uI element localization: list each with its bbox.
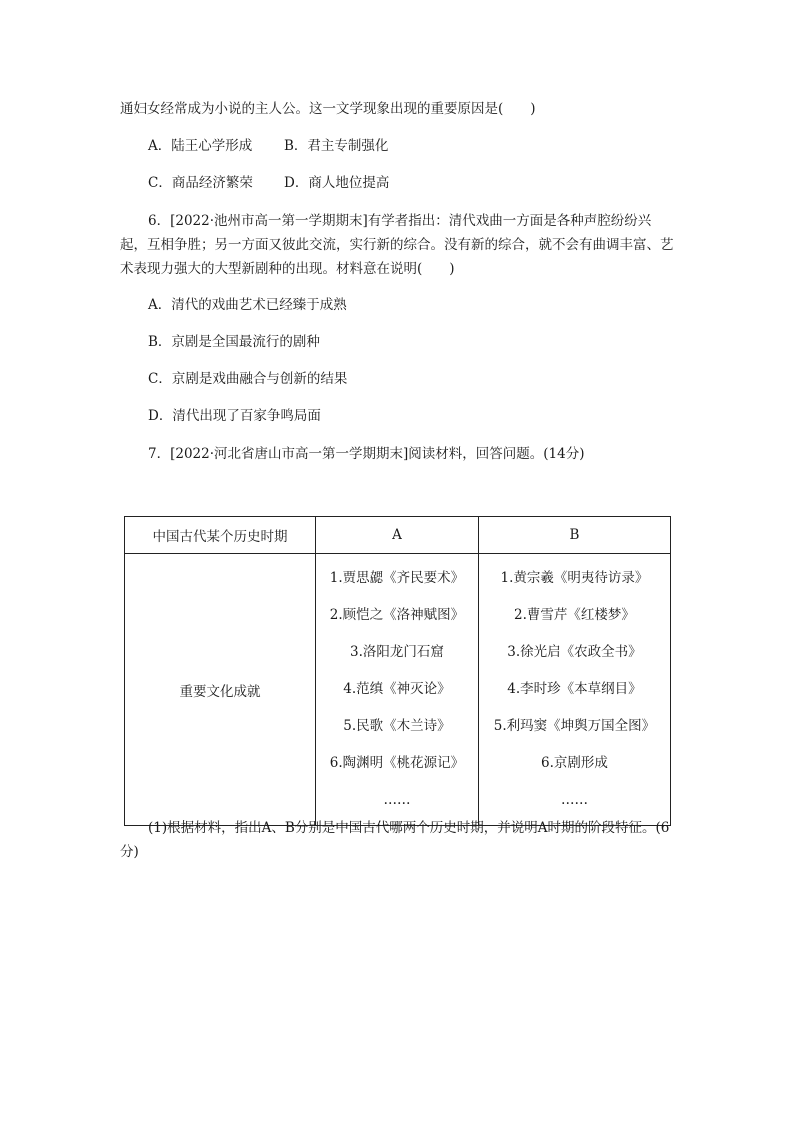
q6-option-a: A．清代的戏曲艺术已经臻于成熟 — [148, 297, 347, 313]
q5-option-d: D．商人地位提高 — [284, 175, 390, 191]
table-cell: 3.洛阳龙门石窟 — [350, 644, 444, 660]
q7-stem: 7．[2022·河北省唐山市高一第一学期期末]阅读材料，回答问题。(14分) — [148, 446, 585, 462]
table-cell: 1.黄宗羲《明夷待访录》 — [500, 570, 649, 586]
table-cell: …… — [561, 792, 588, 808]
q5-stem-tail: 通妇女经常成为小说的主人公。这一文学现象出现的重要原因是( ) — [120, 101, 536, 117]
table-cell: 3.徐光启《农政全书》 — [507, 644, 642, 660]
material-table — [124, 516, 671, 826]
table-header-period: 中国古代某个历史时期 — [125, 517, 316, 554]
table-cell: 5.利玛窦《坤舆万国全图》 — [493, 718, 656, 734]
table-cell: 4.李时珍《本草纲目》 — [507, 681, 642, 697]
table-col-b — [479, 554, 671, 826]
table-header-a: A — [316, 517, 479, 554]
q6-option-b: B．京剧是全国最流行的剧种 — [148, 334, 320, 350]
table-cell: 1.贾思勰《齐民要术》 — [329, 570, 465, 586]
q6-option-d: D．清代出现了百家争鸣局面 — [148, 408, 321, 424]
q5-option-c: C．商品经济繁荣 — [148, 175, 253, 191]
q6-option-c: C．京剧是戏曲融合与创新的结果 — [148, 371, 348, 387]
table-row — [125, 554, 671, 826]
q6-stem: 6．[2022·池州市高一第一学期期末]有学者指出：清代戏曲一方面是各种声腔纷纷兴起，互相争胜；另一方面又彼此交流，实行新的综合。没有新的综合，就不会有曲调丰富、艺术表现力强大的大型新剧种的出现。材料意在说明( ) — [120, 213, 674, 277]
q5-option-a: A．陆王心学形成 — [148, 138, 253, 154]
q7-subquestion-1: (1)根据材料，指出A、B分别是中国古代哪两个历史时期，并说明A时期的阶段特征。(6分) — [120, 820, 670, 860]
table-header-row — [125, 517, 671, 554]
table-cell: 4.范缜《神灭论》 — [343, 681, 451, 697]
table-cell: …… — [383, 792, 411, 808]
table-cell: 5.民歌《木兰诗》 — [343, 718, 451, 734]
table-cell: 6.京剧形成 — [541, 755, 608, 771]
q5-option-b: B．君主专制强化 — [284, 138, 389, 154]
table-header-b: B — [479, 517, 671, 554]
table-cell: 2.顾恺之《洛神赋图》 — [329, 607, 465, 623]
table-cell: 2.曹雪芹《红楼梦》 — [514, 607, 635, 623]
table-row-label: 重要文化成就 — [125, 554, 316, 826]
table-cell: 6.陶渊明《桃花源记》 — [329, 755, 465, 771]
table-col-a — [316, 554, 479, 826]
